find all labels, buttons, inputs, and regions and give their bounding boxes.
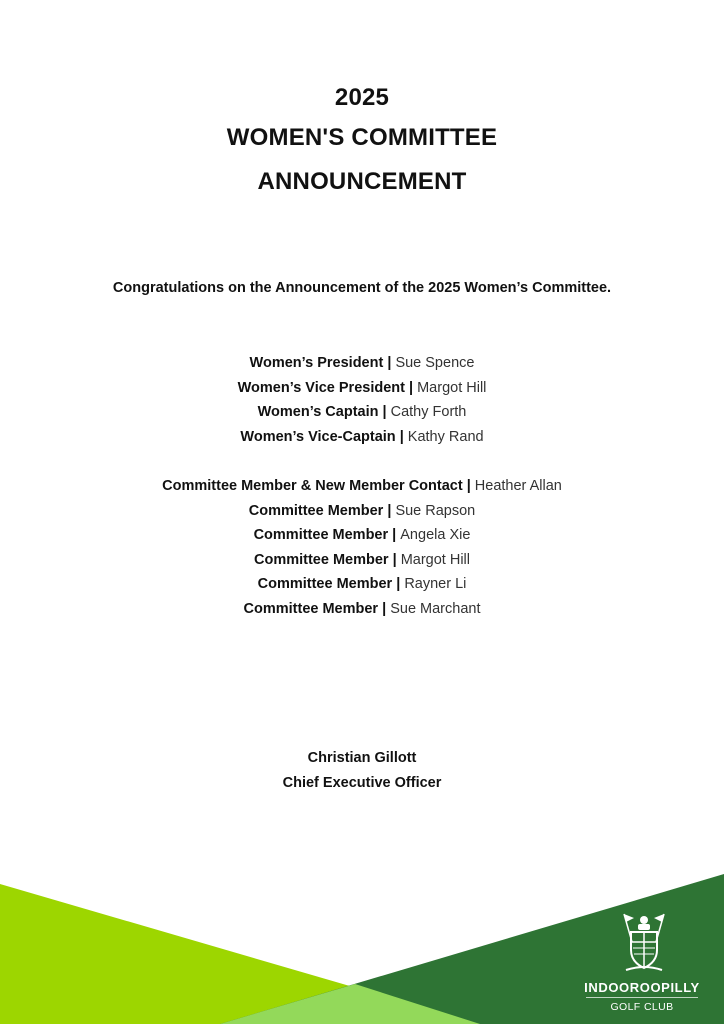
role-label: Committee Member <box>254 551 389 568</box>
person-name: Margot Hill <box>400 551 470 568</box>
separator: | <box>383 355 396 371</box>
person-name: Rayner Li <box>404 576 467 593</box>
person-name: Sue Spence <box>395 355 475 371</box>
role-label: Women’s Vice President <box>237 379 405 396</box>
club-subtitle: GOLF CLUB <box>610 1001 674 1013</box>
role-label: Committee Member <box>257 576 393 593</box>
role-label: Women’s Captain <box>257 404 379 421</box>
club-crest-icon <box>618 912 670 974</box>
person-name: Kathy Rand <box>407 428 484 445</box>
heading-line-1: WOMEN'S COMMITTEE <box>226 124 498 151</box>
signatory-name: Christian Gillott <box>307 750 417 766</box>
role-label: Committee Member <box>253 527 389 544</box>
person-name: Sue Marchant <box>390 600 481 617</box>
separator: | <box>404 379 418 396</box>
heading-year: 2025 <box>334 84 390 111</box>
role-label: Committee Member <box>248 502 384 519</box>
officer-list <box>0 351 724 449</box>
officer-row <box>0 376 724 401</box>
role-label: Women’s President <box>249 355 384 371</box>
member-row <box>0 548 724 573</box>
signature-block <box>0 746 724 796</box>
role-label: Women’s Vice-Captain <box>240 428 396 445</box>
separator: | <box>378 600 391 617</box>
member-row <box>0 523 724 548</box>
intro-text: Congratulations on the Announcement of the 2025 Women’s Committee. <box>112 280 612 296</box>
officer-row <box>0 425 724 450</box>
person-name: Heather Allan <box>474 478 562 494</box>
club-name-divider <box>586 997 698 998</box>
person-name: Sue Rapson <box>395 502 476 519</box>
person-name: Cathy Forth <box>390 404 467 421</box>
separator: | <box>462 478 475 494</box>
role-label: Committee Member <box>243 600 379 617</box>
member-row <box>0 597 724 622</box>
separator: | <box>395 428 408 445</box>
separator: | <box>388 551 401 568</box>
officer-row <box>0 351 724 376</box>
role-label: Committee Member & New Member Contact <box>162 478 463 494</box>
member-row <box>0 474 724 499</box>
heading-line-2: ANNOUNCEMENT <box>257 168 467 195</box>
separator: | <box>388 527 401 544</box>
person-name: Angela Xie <box>400 527 471 544</box>
signatory-title: Chief Executive Officer <box>282 775 442 791</box>
member-row <box>0 499 724 524</box>
person-name: Margot Hill <box>417 379 487 396</box>
club-name: INDOOROOPILLY <box>584 980 700 995</box>
separator: | <box>378 404 391 421</box>
member-list <box>0 474 724 622</box>
officer-row <box>0 400 724 425</box>
member-row <box>0 572 724 597</box>
separator: | <box>383 502 396 519</box>
separator: | <box>392 576 405 593</box>
